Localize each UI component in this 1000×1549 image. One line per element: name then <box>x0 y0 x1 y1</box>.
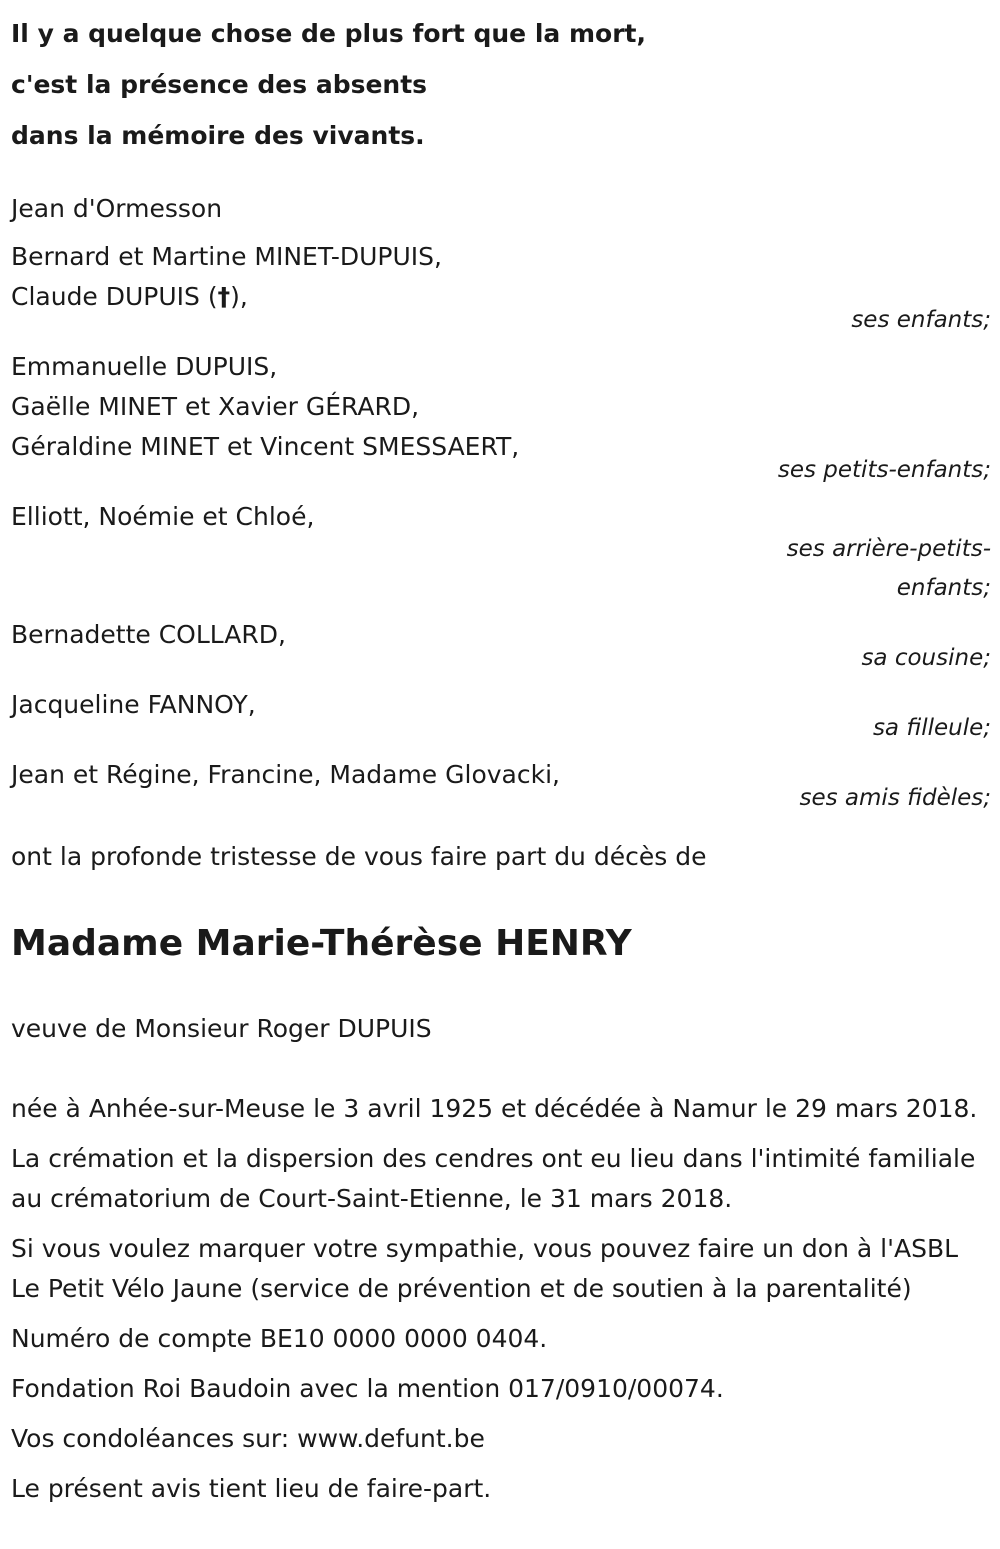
cremation-paragraph: La crémation et la dispersion des cendres ont eu lieu dans l'intimité familiale au crématorium de Court-Saint-Etienne, le 31 mars 2018. <box>11 1144 976 1213</box>
great-grandchildren-role-line-2: enfants; <box>896 575 991 601</box>
grandchildren-line-1: Emmanuelle DUPUIS, <box>11 352 278 381</box>
epigraph-quote <box>11 0 991 161</box>
family-group-children <box>11 237 991 339</box>
condolences-paragraph: Vos condoléances sur: www.defunt.be <box>11 1424 485 1453</box>
foundation-paragraph: Fondation Roi Baudoin avec la mention 017/0910/00074. <box>11 1374 724 1403</box>
quote-author: Jean d'Ormesson <box>11 194 223 223</box>
goddaughter-line-1: Jacqueline FANNOY, <box>11 690 256 719</box>
friends-line-1: Jean et Régine, Francine, Madame Glovacki, <box>11 760 560 789</box>
family-group-cousin <box>11 615 991 677</box>
birth-death-paragraph: née à Anhée-sur-Meuse le 3 avril 1925 et décédée à Namur le 29 mars 2018. <box>11 1094 978 1123</box>
announcement-text: ont la profonde tristesse de vous faire part du décès de <box>11 842 707 871</box>
obituary-notice <box>11 0 991 1509</box>
family-group-goddaughter <box>11 685 991 747</box>
sympathy-paragraph: Si vous voulez marquer votre sympathie, vous pouvez faire un don à l'ASBL Le Petit Vélo Jaune (service de prévention et de soutien à la parentalité) <box>11 1234 959 1303</box>
family-group-great-grandchildren <box>11 497 991 607</box>
great-grandchildren-line-1: Elliott, Noémie et Chloé, <box>11 502 315 531</box>
notice-paragraph: Le présent avis tient lieu de faire-part. <box>11 1474 492 1503</box>
children-line-2-prefix: Claude DUPUIS ( <box>11 282 218 311</box>
grandchildren-line-3: Géraldine MINET et Vincent SMESSAERT, <box>11 432 520 461</box>
goddaughter-role: sa filleule; <box>872 715 991 741</box>
cousin-role: sa cousine; <box>861 645 991 671</box>
deceased-name: Madame Marie-Thérèse HENRY <box>11 923 632 964</box>
account-number-paragraph: Numéro de compte BE10 0000 0000 0404. <box>11 1324 548 1353</box>
family-group-friends <box>11 755 991 817</box>
family-group-grandchildren <box>11 347 991 489</box>
children-role: ses enfants; <box>851 307 991 333</box>
quote-line-3: dans la mémoire des vivants. <box>11 121 425 150</box>
grandchildren-role: ses petits-enfants; <box>777 457 991 483</box>
widow-of-text: veuve de Monsieur Roger DUPUIS <box>11 1014 432 1043</box>
children-line-2-suffix: ), <box>230 282 248 311</box>
great-grandchildren-role-line-1: ses arrière-petits- <box>786 536 991 562</box>
grandchildren-line-2: Gaëlle MINET et Xavier GÉRARD, <box>11 392 420 421</box>
children-line-1: Bernard et Martine MINET-DUPUIS, <box>11 242 442 271</box>
cousin-line-1: Bernadette COLLARD, <box>11 620 286 649</box>
quote-line-2: c'est la présence des absents <box>11 70 428 99</box>
friends-role: ses amis fidèles; <box>799 785 991 811</box>
cross-icon: † <box>217 282 231 311</box>
quote-line-1: Il y a quelque chose de plus fort que la mort, <box>11 19 646 48</box>
